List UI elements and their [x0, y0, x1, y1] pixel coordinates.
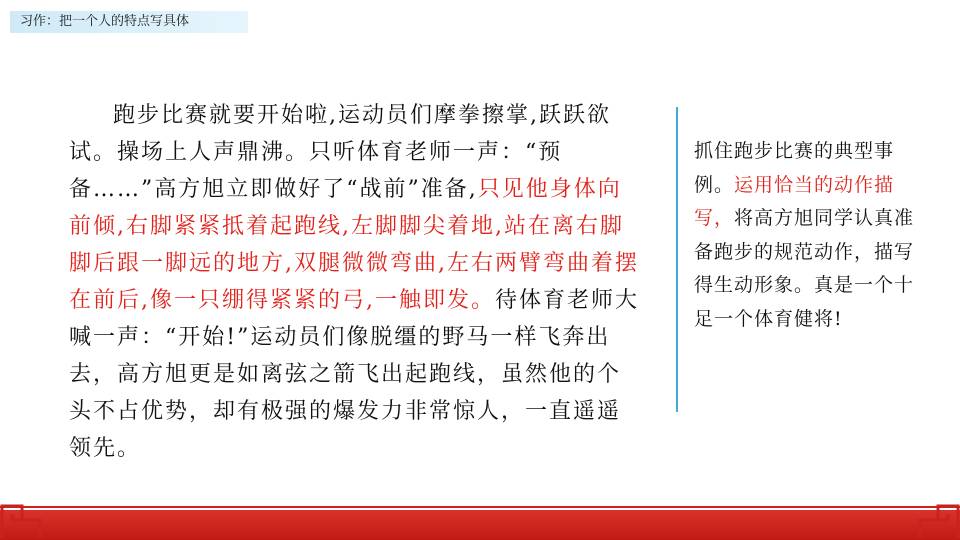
note-segment-highlight: 运用恰当的动作描写， — [694, 173, 895, 229]
note-segment-plain: 抓住跑步比赛的典型事例。 — [694, 140, 895, 196]
passage-text — [69, 97, 641, 467]
annotation-note — [694, 135, 919, 336]
passage-segment-plain-end: 待体育老师大喊一声：“开始!”运动员们像脱缰的野马一样飞奔出去，高方旭更是如离弦之箭飞出起跑线，虽然他的个头不占优势，却有极强的爆发力非常惊人，一直遥遥领先。 — [69, 288, 640, 461]
corner-ornament-left-icon — [0, 496, 60, 540]
bottom-decorative-band — [0, 510, 960, 540]
passage-segment-highlight: 只见他身体向前倾,右脚紧紧抵着起跑线,左脚脚尖着地,站在离右脚脚后跟一脚远的地方,双腿微微弯曲,左右两臂弯曲着摆在前后,像一只绷得紧紧的弓,一触即发。 — [69, 177, 639, 313]
bottom-border-line — [0, 506, 960, 508]
passage-paragraph — [69, 97, 641, 467]
corner-ornament-right-icon — [900, 496, 960, 540]
vertical-divider — [676, 107, 678, 412]
note-segment-plain-end: 将高方旭同学认真准备跑步的规范动作，描写得生动形象。真是一个十足一个体育健将! — [694, 207, 915, 330]
page-title: 习作：把一个人的特点写具体 — [20, 14, 190, 29]
passage-segment-plain: 跑步比赛就要开始啦,运动员们摩拳擦掌,跃跃欲试。操场上人声鼎沸。只听体育老师一声：“预备……”高方旭立即做好了“战前”准备, — [69, 103, 611, 202]
